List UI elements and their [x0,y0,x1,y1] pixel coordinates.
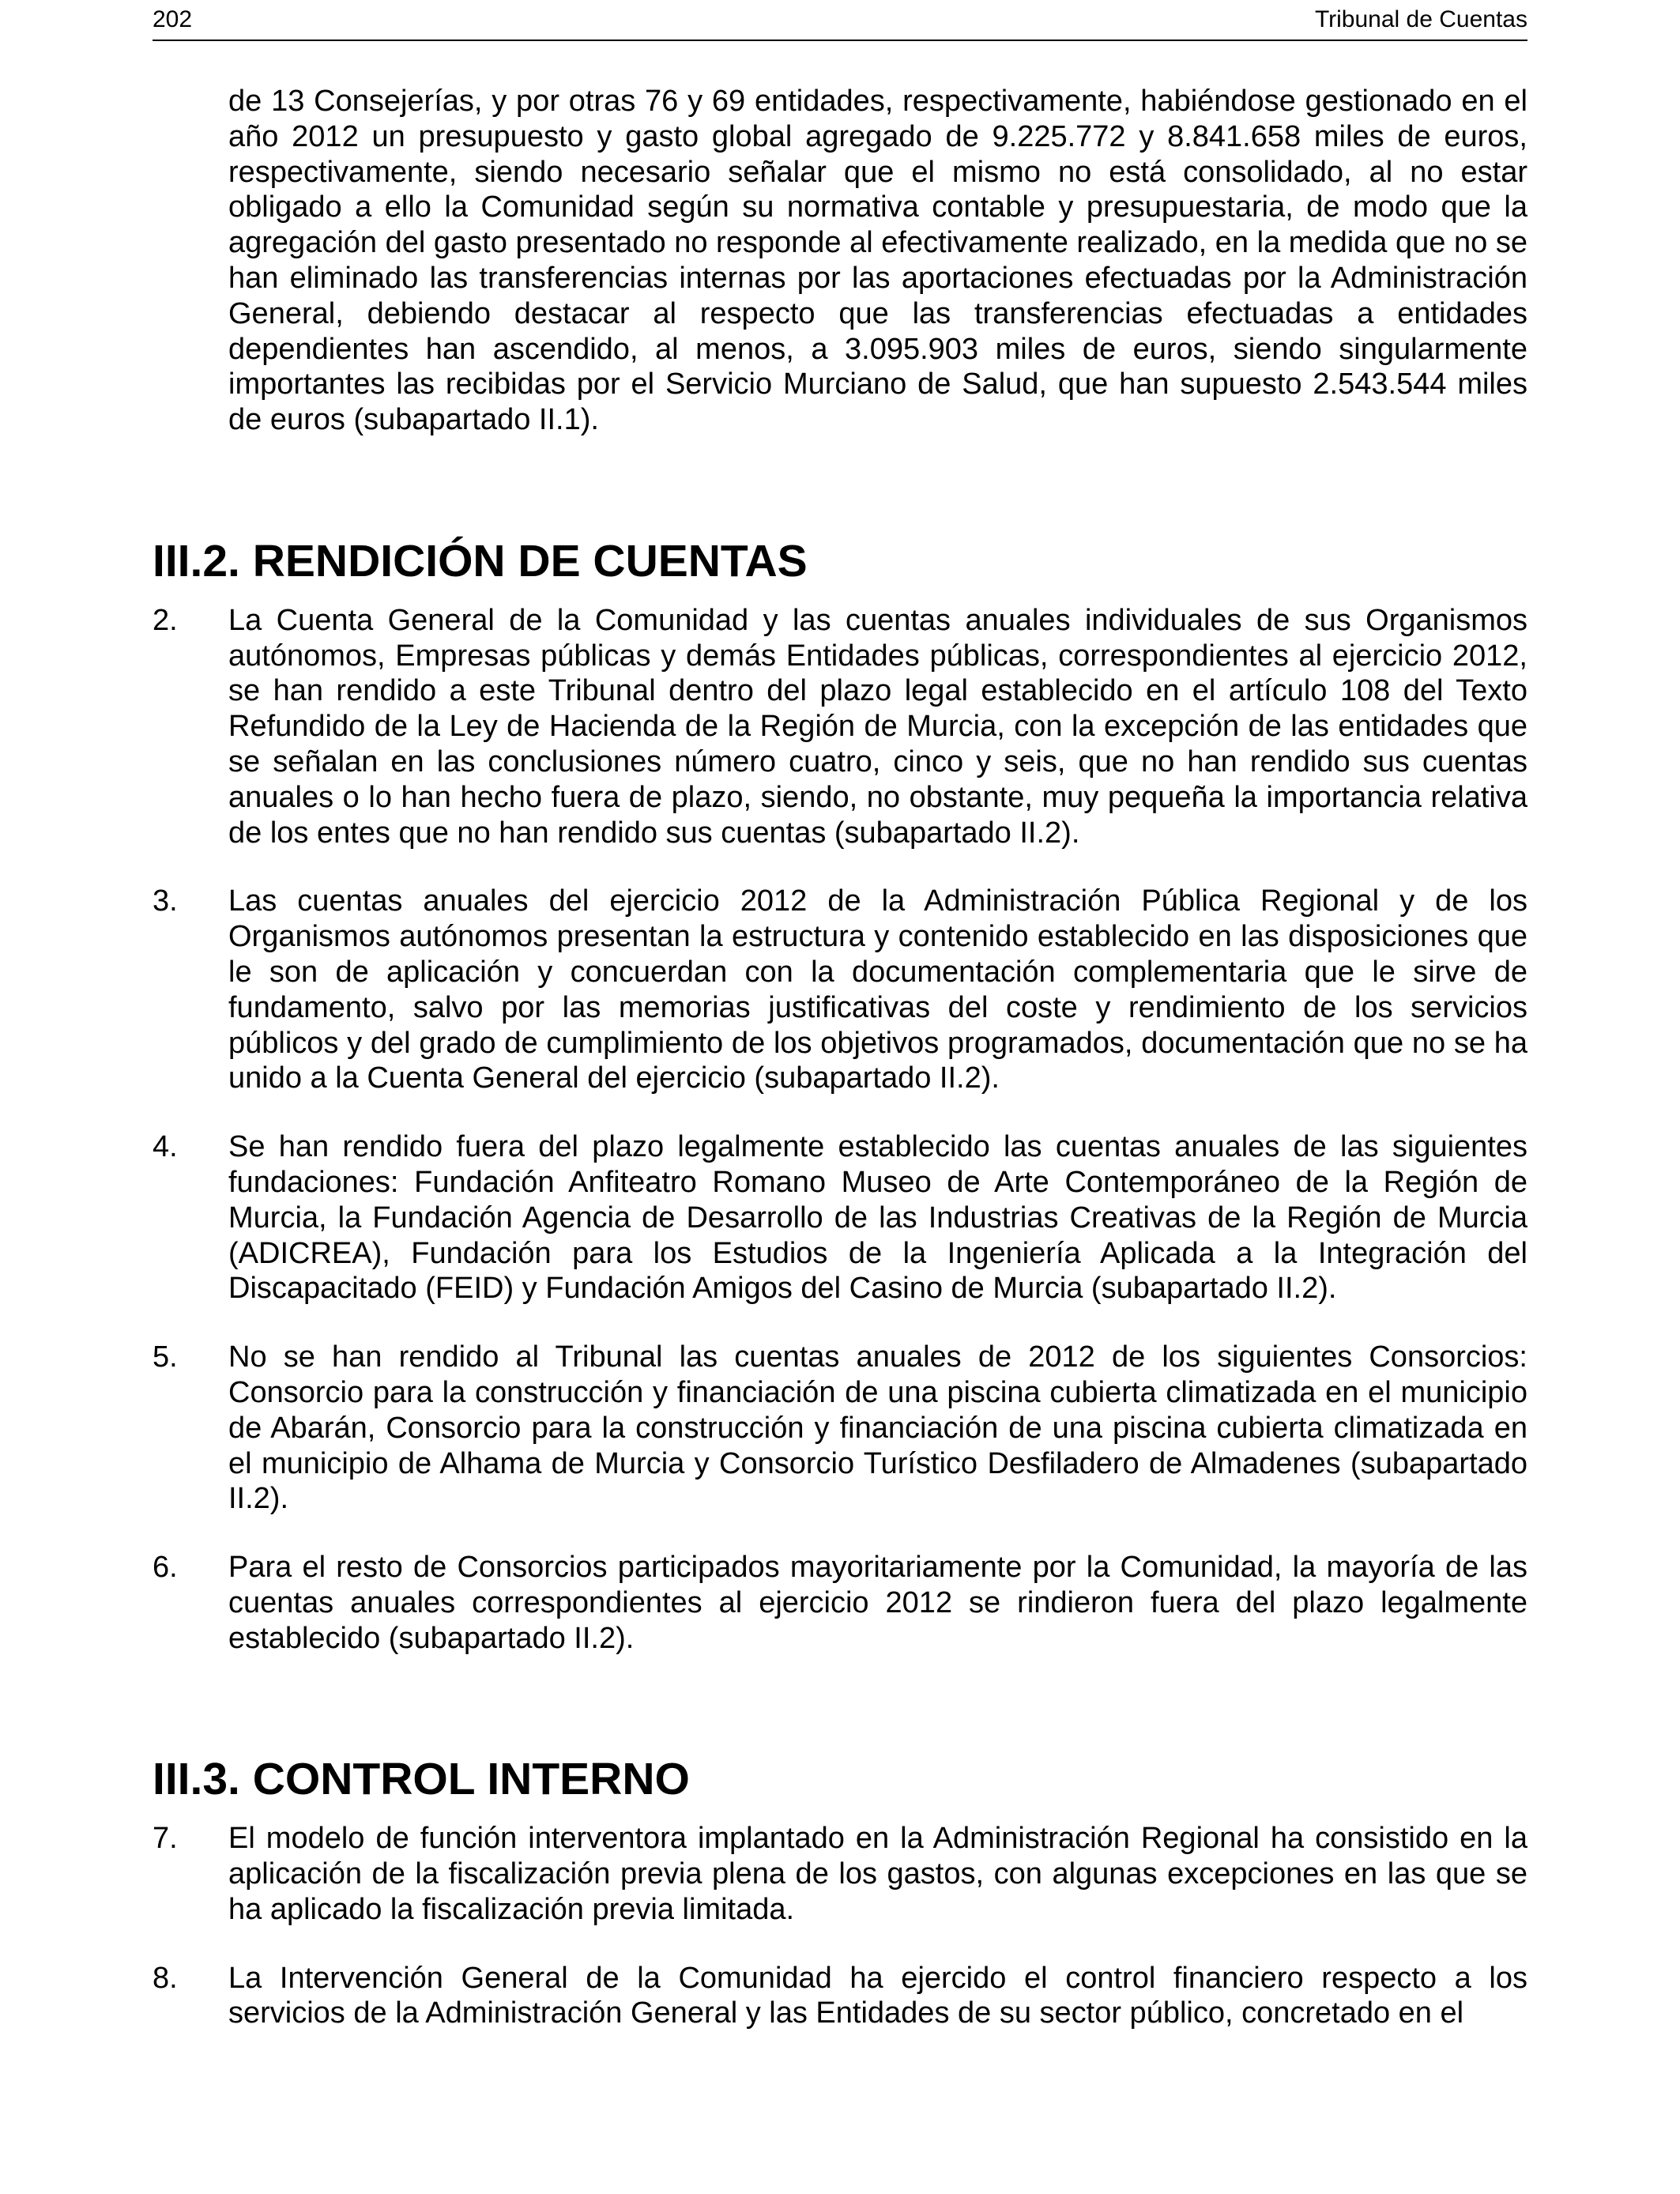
item-number: 7. [153,1822,178,1856]
item-number: 6. [153,1551,178,1585]
list-item [153,1550,1527,1656]
item-number: 3. [153,884,178,918]
list-item [153,1340,1527,1517]
item-number: 5. [153,1340,178,1374]
intro-paragraph: de 13 Consejerías, y por otras 76 y 69 entidades, respectivamente, habiéndose gestionado en el año 2012 un presupuesto y gasto global agregado de 9.225.772 y 8.841.658 miles de euros, respectivamente, siendo necesario señalar que el mismo no está consolidado, al no estar obligado a ello la Comunidad según su normativa contable y presupuestaria, de modo que la agregación del gasto presentado no responde al efectivamente realizado, en la medida que no se han eliminado las transferencias internas por las aportaciones efectuadas por la Administración General, debiendo destacar al respecto que las transferencias efectuadas a entidades dependientes han ascendido, al menos, a 3.095.903 miles de euros, siendo singularmente importantes las recibidas por el Servicio Murciano de Salud, que han supuesto 2.543.544 miles de euros (subapartado II.1). [228,85,1527,437]
list-item [153,603,1527,851]
document-body [153,84,1527,2031]
list-item [153,1129,1527,1306]
item-number: 8. [153,1961,178,1995]
page-header [153,5,1527,41]
item-text: Para el resto de Consorcios participados mayoritariamente por la Comunidad, la mayoría de las cuentas anuales correspondientes al ejercicio 2012 se rindieron fuera del plazo legalmente establecido (subapartado II.2). [228,1551,1527,1655]
list-item [153,1821,1527,1927]
item-text: La Intervención General de la Comunidad ha ejercido el control financiero respecto a los servicios de la Administración General y las Entidades de su sector público, concretado en el [228,1961,1527,2030]
running-title: Tribunal de Cuentas [1314,6,1527,32]
list-item [153,1961,1527,2032]
item-text: El modelo de función interventora implantado en la Administración Regional ha consistido en la aplicación de la fiscalización previa plena de los gastos, con algunas excepciones en las que se ha aplicado la fiscalización previa limitada. [228,1822,1527,1926]
section-heading-rendicion: III.2. RENDICIÓN DE CUENTAS [153,535,808,586]
item-text: No se han rendido al Tribunal las cuentas anuales de 2012 de los siguientes Consorcios: Consorcio para la construcción y financiación de una piscina cubierta climatizada en el municipio de Abarán, Consorcio para la construcción y financiación de una piscina cubierta climatizada en el municipio de Alhama de Murcia y Consorcio Turístico Desfiladero de Almadenes (subapartado II.2). [228,1340,1527,1516]
page-number: 202 [153,6,193,32]
item-text: Las cuentas anuales del ejercicio 2012 de la Administración Pública Regional y de los Organismos autónomos presentan la estructura y contenido establecido en las disposiciones que le son de aplicación y concuerdan con la documentación complementaria que le sirve de fundamento, salvo por las memorias justificativas del coste y rendimiento de los servicios públicos y del grado de cumplimiento de los objetivos programados, documentación que no se ha unido a la Cuenta General del ejercicio (subapartado II.2). [228,884,1527,1095]
item-number: 4. [153,1130,178,1164]
item-text: La Cuenta General de la Comunidad y las cuentas anuales individuales de sus Organismos autónomos, Empresas públicas y demás Entidades públicas, correspondientes al ejercicio 2012, se han rendido a este Tribunal dentro del plazo legal establecido en el artículo 108 del Texto Refundido de la Ley de Hacienda de la Región de Murcia, con la excepción de las entidades que se señalan en las conclusiones número cuatro, cinco y seis, que no han rendido sus cuentas anuales o lo han hecho fuera de plazo, siendo, no obstante, muy pequeña la importancia relativa de los entes que no han rendido sus cuentas (subapartado II.2). [228,603,1527,850]
item-number: 2. [153,603,178,637]
item-text: Se han rendido fuera del plazo legalmente establecido las cuentas anuales de las siguientes fundaciones: Fundación Anfiteatro Romano Museo de Arte Contemporáneo de la Región de Murcia, la Fundación Agencia de Desarrollo de las Industrias Creativas de la Región de Murcia (ADICREA), Fundación para los Estudios de la Ingeniería Aplicada a la Integración del Discapacitado (FEID) y Fundación Amigos del Casino de Murcia (subapartado II.2). [228,1130,1527,1306]
section-heading-control-interno: III.3. CONTROL INTERNO [153,1754,690,1805]
list-item [153,884,1527,1096]
